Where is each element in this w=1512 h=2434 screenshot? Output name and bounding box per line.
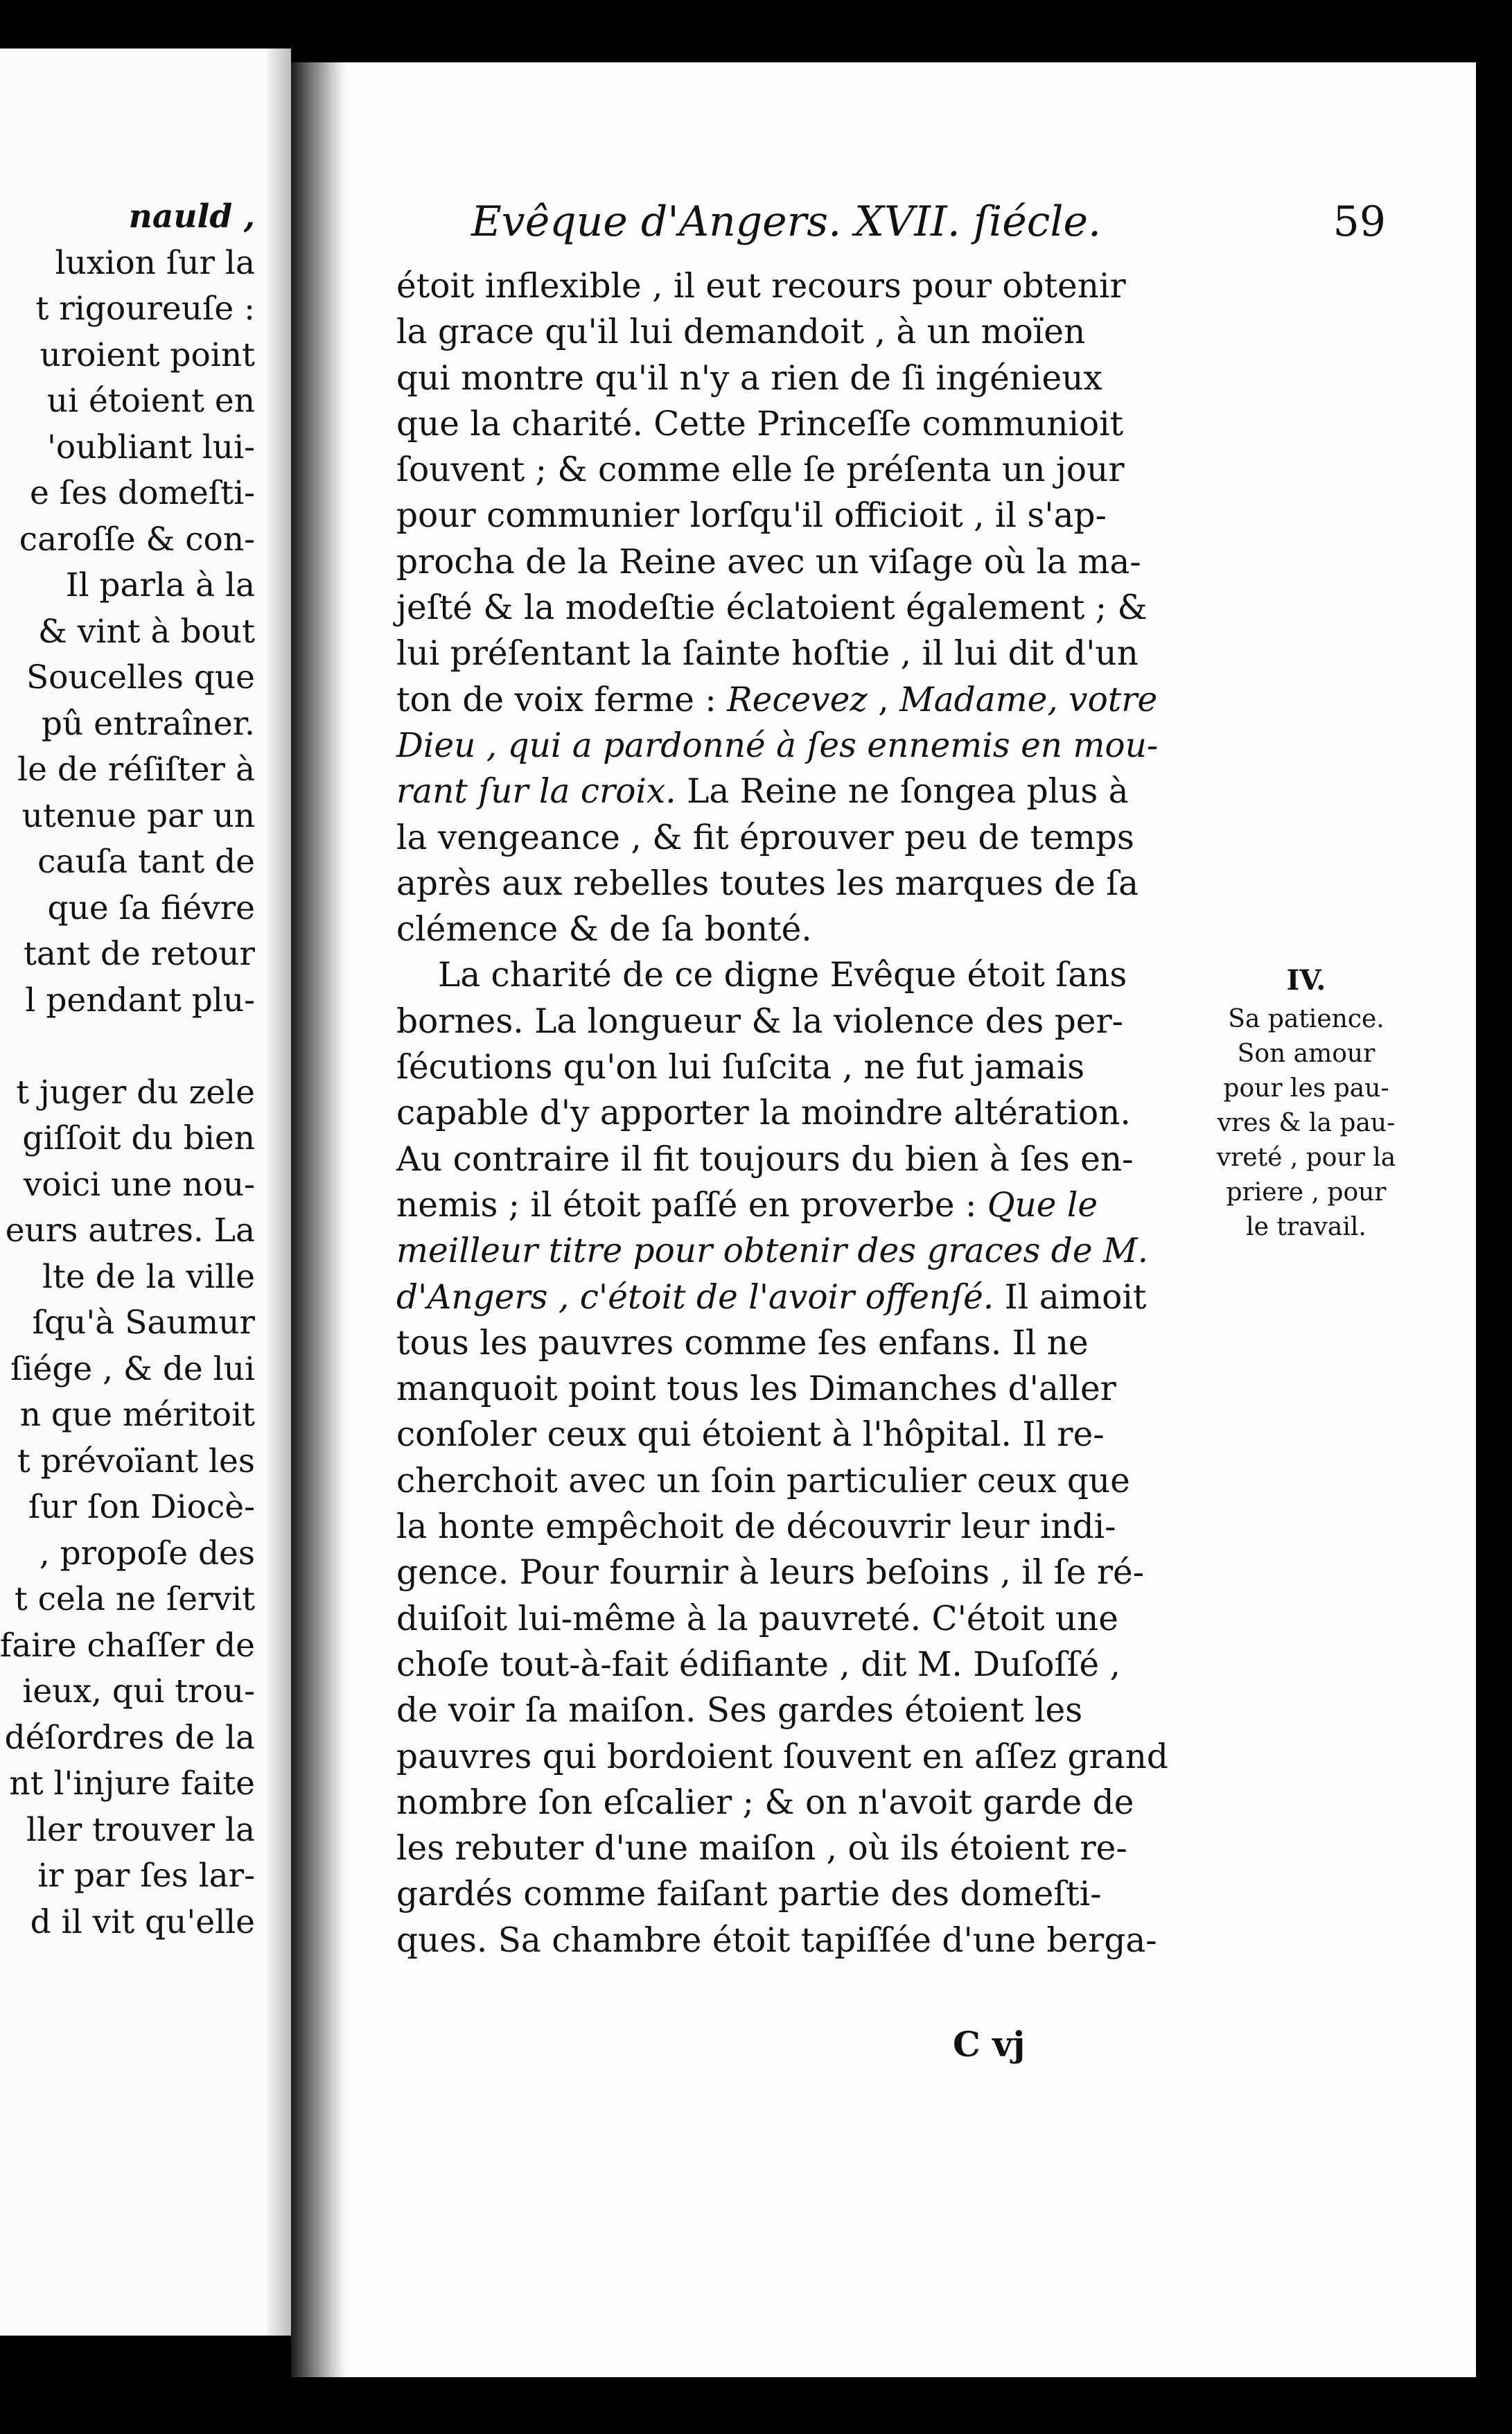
text-line: tant de retour xyxy=(23,935,255,973)
text-line: qui montre qu'il n'y a rien de ſi ingénieux xyxy=(396,358,1102,398)
text-run: ton de voix ferme : xyxy=(396,680,728,719)
previous-page-fragment xyxy=(0,49,291,2336)
text-line: pû entraîner. xyxy=(41,704,255,743)
margin-line: Son amour xyxy=(1237,1040,1375,1068)
text-line: manquoit point tous les Dimanches d'aller xyxy=(396,1369,1116,1409)
text-line: ller trouver la xyxy=(26,1810,255,1849)
margin-line: priere , pour xyxy=(1226,1178,1387,1207)
text-line: t juger du zele xyxy=(16,1073,255,1112)
text-run: La Reine ne ſongea plus à xyxy=(676,772,1129,812)
text-line: ques. Sa chambre étoit tapiſſée d'une berga- xyxy=(396,1920,1157,1960)
marginal-note xyxy=(1195,963,1417,1245)
margin-line: pour les pau- xyxy=(1223,1074,1389,1103)
text-line: t cela ne ſervit xyxy=(14,1580,255,1618)
text-line xyxy=(396,769,1476,814)
text-line: les rebuter d'une maiſon , où ils étoient re- xyxy=(396,1829,1127,1868)
margin-line: vres & la pau- xyxy=(1217,1109,1396,1137)
text-line: luxion ſur la xyxy=(55,243,255,282)
paragraph-gap xyxy=(0,1024,255,1070)
quotation-italic: d'Angers , c'étoit de l'avoir offenſé. xyxy=(396,1277,994,1317)
page-gutter-shadow xyxy=(267,49,291,2336)
text-run: , xyxy=(867,680,900,719)
quotation-italic: rant ſur la croix. xyxy=(396,772,676,812)
quotation-italic: Madame, votre xyxy=(899,680,1158,719)
text-line: que la charité. Cette Princeſſe communioit xyxy=(396,404,1124,444)
text-line: après aux rebelles toutes les marques de ſa xyxy=(396,864,1139,903)
text-line: choſe tout-à-fait édifiante , dit M. Duſoſſé , xyxy=(396,1645,1120,1684)
margin-line: Sa patience. xyxy=(1228,1005,1384,1033)
text-line: ſécutions qu'on lui ſuſcita , ne fut jamais xyxy=(396,1048,1085,1087)
text-line xyxy=(396,1275,1476,1320)
text-line xyxy=(396,677,1476,723)
text-line: pour communier lorſqu'il officioit , il s'ap- xyxy=(396,496,1107,536)
quotation-italic: Recevez xyxy=(727,680,868,719)
text-line: ſur ſon Diocè- xyxy=(28,1488,255,1526)
page-number: 59 xyxy=(1333,198,1386,246)
text-line: utenue par un xyxy=(21,796,255,835)
text-line: ieux, qui trou- xyxy=(22,1672,255,1710)
text-line: gence. Pour fournir à leurs beſoins , il ſe ré- xyxy=(396,1553,1145,1593)
text-line: d il vit qu'elle xyxy=(30,1902,255,1941)
text-line: & vint à bout xyxy=(38,612,255,651)
text-line: nauld , xyxy=(128,198,255,236)
text-line: uroient point xyxy=(39,335,255,374)
text-line: lte de la ville xyxy=(42,1257,255,1296)
text-line: jeſté & la modeſtie éclatoient également ; & xyxy=(396,588,1148,628)
text-line: cauſa tant de xyxy=(37,843,255,881)
text-line: , propoſe des xyxy=(39,1534,255,1573)
text-line: tous les pauvres comme ſes enfans. Il ne xyxy=(396,1323,1089,1363)
text-line: procha de la Reine avec un viſage où la ma- xyxy=(396,542,1141,581)
text-line: ſouvent ; & comme elle ſe préſenta un jour xyxy=(396,450,1125,490)
text-line: bornes. La longueur & la violence des per- xyxy=(396,1001,1124,1041)
text-line: conſoler ceux qui étoient à l'hôpital. Il re- xyxy=(396,1415,1105,1455)
previous-page-text xyxy=(0,194,255,1945)
running-head-title: Evêque d'Angers. XVII. ſiécle. xyxy=(471,198,1102,246)
text-line: déſordres de la xyxy=(4,1718,255,1757)
text-line: eurs autres. La xyxy=(5,1211,255,1250)
page-fold-shadow xyxy=(291,62,346,2377)
paragraph-start-line: La charité de ce digne Evêque étoit ſans xyxy=(438,956,1127,995)
text-line: n que méritoit xyxy=(19,1396,255,1434)
text-line: voici une nou- xyxy=(23,1165,255,1204)
text-line: e ſes domeſti- xyxy=(30,474,255,512)
text-line: la grace qu'il lui demandoit , à un moïen xyxy=(396,313,1086,352)
text-line: clémence & de ſa bonté. xyxy=(396,910,812,949)
text-line: que ſa fiévre xyxy=(47,888,255,927)
text-line: ſqu'à Saumur xyxy=(32,1304,255,1342)
text-line: la honte empêchoit de découvrir leur indi- xyxy=(396,1507,1116,1547)
text-line: de voir ſa maiſon. Ses gardes étoient les xyxy=(396,1691,1083,1731)
text-line: lui préſentant la ſainte hoſtie , il lui dit d'un xyxy=(396,634,1139,674)
text-line: étoit inflexible , il eut recours pour obtenir xyxy=(396,267,1126,306)
text-line: caroſſe & con- xyxy=(19,520,255,559)
text-line: capable d'y apporter la moindre altération. xyxy=(396,1094,1131,1133)
text-line: Au contraire il fit toujours du bien à ſes en- xyxy=(396,1139,1134,1179)
quotation-italic: Que le xyxy=(987,1185,1098,1225)
margin-line: le travail. xyxy=(1246,1213,1366,1241)
text-line: Soucelles que xyxy=(26,658,255,697)
text-line: le de réſiſter à xyxy=(17,751,255,789)
text-line: duiſoit lui-même à la pauvreté. C'étoit une xyxy=(396,1599,1118,1638)
text-line: ſiége , & de lui xyxy=(10,1349,255,1388)
text-run: Il aimoit xyxy=(994,1277,1147,1317)
text-run: nemis ; il étoit paſſé en proverbe : xyxy=(396,1185,987,1225)
text-line: 'oubliant lui- xyxy=(47,428,255,466)
text-line: nombre ſon eſcalier ; & on n'avoit garde de xyxy=(396,1783,1134,1822)
quotation-line: Dieu , qui a pardonné à ſes ennemis en mou- xyxy=(396,726,1159,765)
text-line: nt l'injure faite xyxy=(9,1765,255,1803)
text-line: pauvres qui bordoient ſouvent en aſſez grand xyxy=(396,1737,1168,1776)
text-line: giſſoit du bien xyxy=(22,1119,255,1157)
text-line: t rigoureuſe : xyxy=(35,290,255,328)
quotation-line: meilleur titre pour obtenir des graces de M. xyxy=(396,1232,1149,1271)
text-line: cherchoit avec un ſoin particulier ceux que xyxy=(396,1461,1130,1500)
text-line: Il parla à la xyxy=(65,566,255,604)
section-number: IV. xyxy=(1286,964,1326,997)
text-line: t prévoïant les xyxy=(17,1442,255,1480)
text-line: ir par ſes lar- xyxy=(37,1857,255,1895)
text-line: gardés comme faiſant partie des domeſti- xyxy=(396,1875,1102,1914)
signature-mark: C vj xyxy=(953,2024,1026,2065)
text-line: faire chaſſer de xyxy=(0,1626,255,1665)
margin-line: vreté , pour la xyxy=(1216,1144,1396,1172)
text-line: l pendant plu- xyxy=(25,981,255,1019)
current-page xyxy=(291,62,1476,2377)
text-line: ui étoient en xyxy=(46,382,255,420)
text-line: la vengeance , & fit éprouver peu de temps xyxy=(396,818,1134,857)
